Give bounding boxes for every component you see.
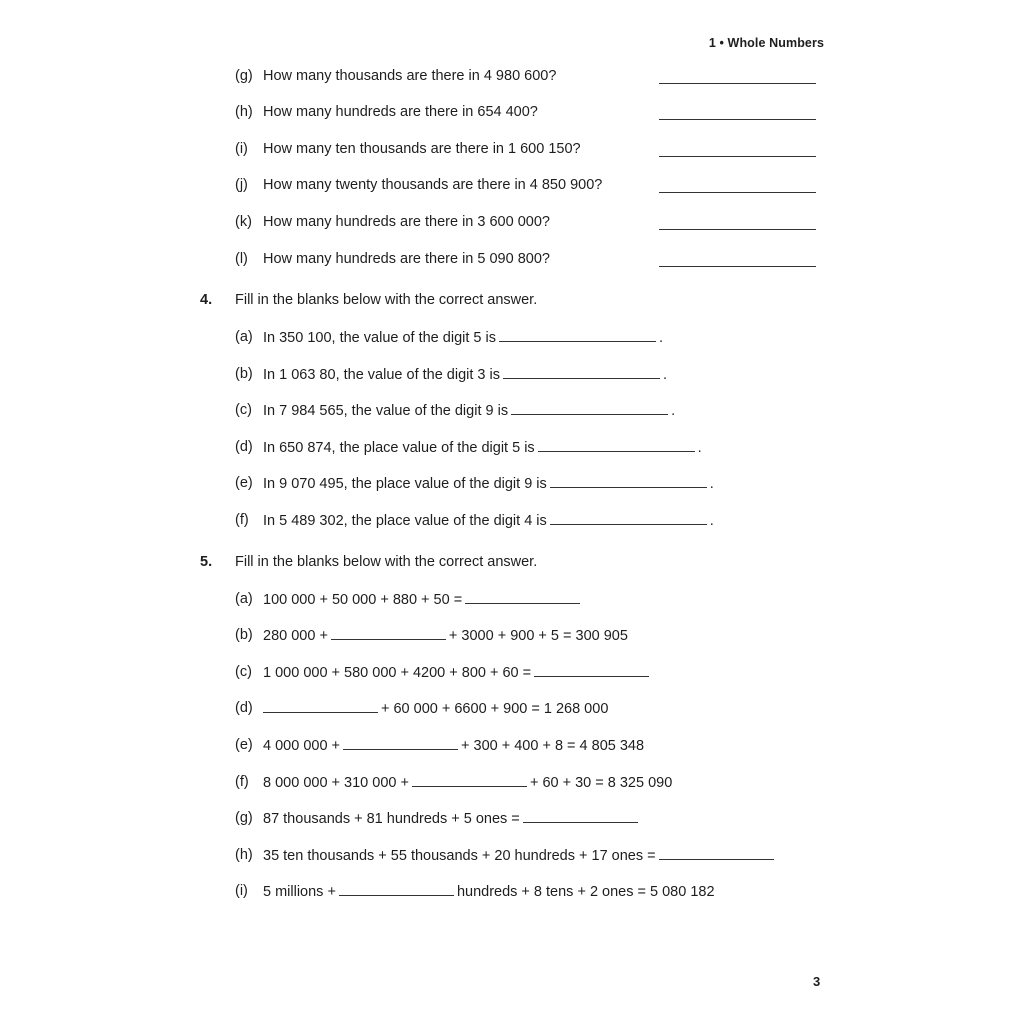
item-label: (d) — [235, 700, 253, 716]
item-text: How many hundreds are there in 654 400? — [263, 104, 538, 120]
item-text: How many thousands are there in 4 980 600? — [263, 68, 557, 84]
item-label: (c) — [235, 664, 252, 680]
answer-blank[interactable] — [534, 664, 649, 677]
item-text: How many ten thousands are there in 1 600 150? — [263, 141, 581, 157]
item-text: How many hundreds are there in 3 600 000? — [263, 214, 550, 230]
item-label: (h) — [235, 104, 253, 120]
question-number: 4. — [200, 292, 213, 308]
answer-blank[interactable] — [538, 439, 695, 452]
item-text: In 7 984 565, the value of the digit 9 is . — [263, 403, 676, 419]
item-label: (f) — [235, 774, 249, 790]
item-label: (a) — [235, 329, 253, 345]
item-text: In 350 100, the value of the digit 5 is . — [263, 330, 664, 346]
item-label: (e) — [235, 737, 253, 753]
question-number: 5. — [200, 554, 213, 570]
item-text: 87 thousands + 81 hundreds + 5 ones = — [263, 810, 641, 827]
item-text: 4 000 000 + + 300 + 400 + 8 = 4 805 348 — [263, 738, 645, 754]
item-label: (d) — [235, 439, 253, 455]
answer-blank[interactable] — [659, 847, 774, 860]
chapter-header: 1 • Whole Numbers — [708, 36, 824, 50]
item-text: + 60 000 + 6600 + 900 = 1 268 000 — [263, 700, 608, 717]
answer-blank[interactable] — [465, 591, 580, 604]
item-label: (k) — [235, 214, 252, 230]
item-label: (f) — [235, 512, 249, 528]
answer-line[interactable] — [659, 83, 816, 84]
item-label: (c) — [235, 402, 252, 418]
page-number: 3 — [813, 974, 821, 989]
item-text: 35 ten thousands + 55 thousands + 20 hundreds + 17 ones = — [263, 847, 777, 864]
item-label: (e) — [235, 475, 253, 491]
item-text: In 650 874, the place value of the digit 5 is . — [263, 440, 702, 456]
question-instruction: Fill in the blanks below with the correct answer. — [235, 292, 538, 308]
item-label: (b) — [235, 366, 253, 382]
item-label: (g) — [235, 68, 253, 84]
item-text: In 1 063 80, the value of the digit 3 is . — [263, 367, 668, 383]
answer-blank[interactable] — [499, 329, 656, 342]
item-label: (i) — [235, 883, 248, 899]
answer-blank[interactable] — [503, 366, 660, 379]
item-text: 1 000 000 + 580 000 + 4200 + 800 + 60 = — [263, 664, 652, 681]
answer-blank[interactable] — [343, 737, 458, 750]
item-text: In 5 489 302, the place value of the digit 4 is . — [263, 513, 714, 529]
item-label: (g) — [235, 810, 253, 826]
item-text: In 9 070 495, the place value of the digit 9 is . — [263, 476, 714, 492]
answer-blank[interactable] — [412, 774, 527, 787]
answer-blank[interactable] — [550, 512, 707, 525]
item-text: 280 000 + + 3000 + 900 + 5 = 300 905 — [263, 628, 628, 644]
item-text: 8 000 000 + 310 000 + + 60 + 30 = 8 325 090 — [263, 775, 673, 791]
item-label: (l) — [235, 251, 248, 267]
answer-blank[interactable] — [550, 475, 707, 488]
item-text: How many hundreds are there in 5 090 800? — [263, 251, 550, 267]
answer-line[interactable] — [659, 119, 816, 120]
answer-line[interactable] — [659, 156, 816, 157]
answer-blank[interactable] — [339, 883, 454, 896]
answer-blank[interactable] — [263, 700, 378, 713]
item-text: 5 millions + hundreds + 8 tens + 2 ones = 5 080 182 — [263, 884, 715, 900]
item-text: 100 000 + 50 000 + 880 + 50 = — [263, 591, 583, 608]
answer-blank[interactable] — [331, 627, 446, 640]
item-text: How many twenty thousands are there in 4 850 900? — [263, 177, 603, 193]
answer-blank[interactable] — [511, 402, 668, 415]
item-label: (b) — [235, 627, 253, 643]
question-instruction: Fill in the blanks below with the correct answer. — [235, 554, 538, 570]
item-label: (a) — [235, 591, 253, 607]
item-label: (i) — [235, 141, 248, 157]
item-label: (h) — [235, 847, 253, 863]
answer-blank[interactable] — [523, 810, 638, 823]
answer-line[interactable] — [659, 266, 816, 267]
item-label: (j) — [235, 177, 248, 193]
answer-line[interactable] — [659, 229, 816, 230]
answer-line[interactable] — [659, 192, 816, 193]
